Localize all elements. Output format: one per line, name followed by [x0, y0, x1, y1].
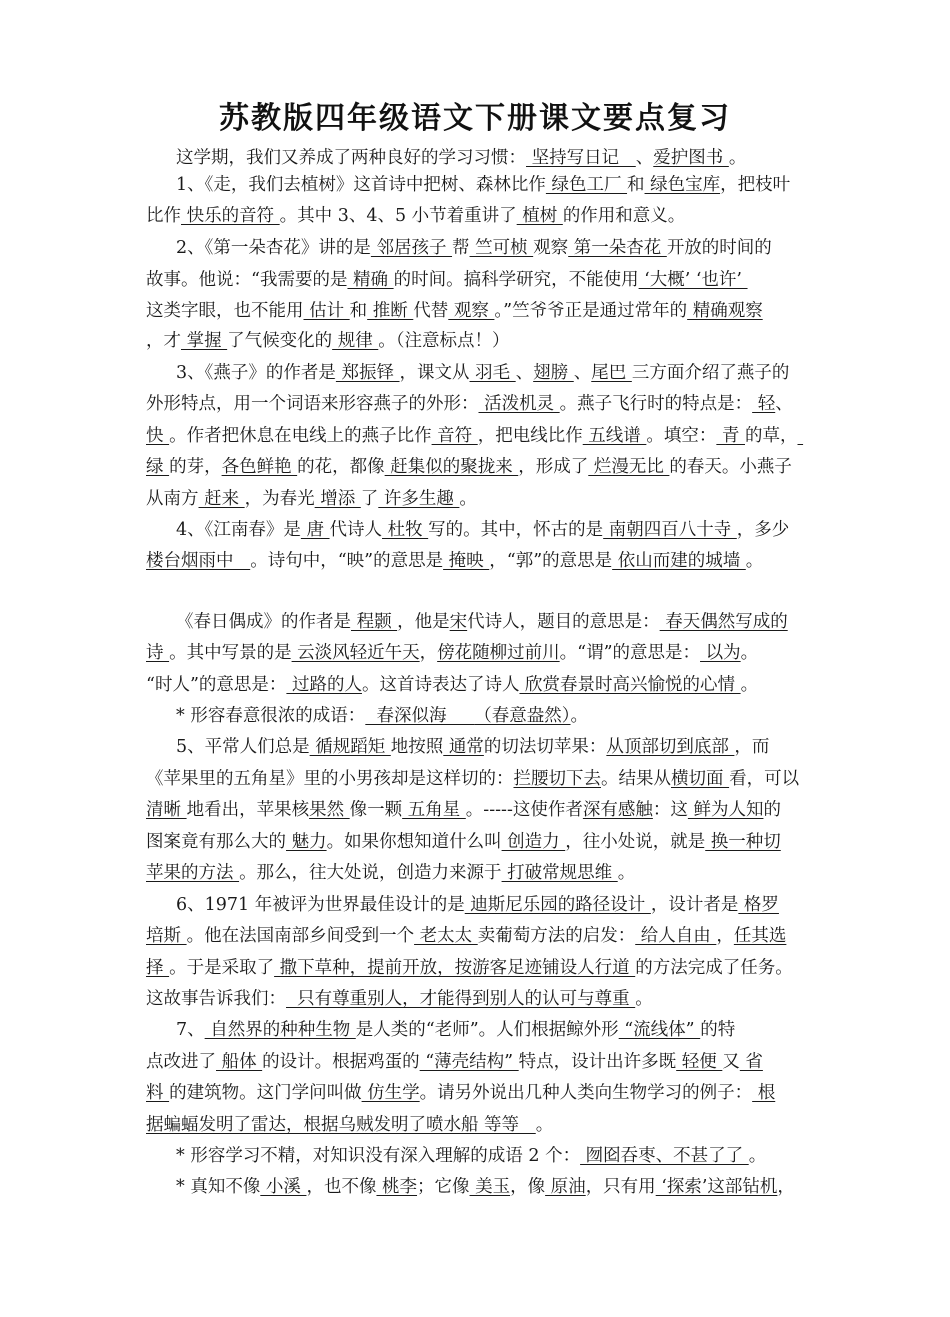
text-segment: 。填空：: [646, 426, 717, 446]
answer-blank: 据蝙蝠发明了雷达，根据乌贼发明了喷水船 等等: [146, 1115, 536, 1135]
text-segment: 。: [748, 1146, 767, 1166]
answer-blank: 轻便: [676, 1052, 723, 1072]
text-segment: 。: [740, 643, 759, 663]
text-segment: ，把电线比作: [477, 426, 583, 446]
text-line: [146, 1078, 814, 1108]
answer-blank: 尾巴: [591, 363, 632, 383]
answer-blank: 原油: [545, 1177, 586, 1197]
answer-blank: 活泼机灵: [478, 394, 560, 414]
text-segment: “时人”的意思是：: [146, 675, 287, 695]
answer-blank: 鲜为人知: [687, 800, 764, 820]
text-segment: 6、1971 年被评为世界最佳设计的是: [176, 895, 465, 915]
answer-blank: [798, 426, 804, 446]
answer-blank: 杜牧: [382, 520, 429, 540]
answer-blank: 赶集似的聚拢来: [384, 457, 519, 477]
text-line: [176, 1015, 814, 1045]
text-segment: 写的。其中，怀古的是: [428, 520, 604, 540]
answer-blank: 从顶部切到底部: [606, 737, 735, 757]
text-segment: 的花，都像: [297, 457, 385, 477]
answer-blank: 音符: [431, 426, 478, 446]
text-segment: 和: [349, 301, 368, 321]
answer-blank: 清晰: [146, 800, 187, 820]
answer-blank: 美玉: [469, 1177, 511, 1197]
text-line: [146, 452, 814, 482]
text-segment: 。（注意标点！）: [378, 331, 510, 351]
text-segment: 。结果从: [601, 769, 671, 789]
answer-blank: 迪斯尼乐园的路径设计: [464, 895, 651, 915]
answer-blank: 换一种切: [705, 832, 781, 852]
text-segment: 卖葡萄方法的启发：: [477, 926, 636, 946]
text-segment: 。“谓”的意思是：: [559, 643, 701, 663]
text-segment: 从南方: [146, 489, 199, 509]
answer-blank: 通常: [443, 737, 484, 757]
text-segment: 又: [722, 1052, 740, 1072]
text-segment: 图案竟有那么大的: [146, 832, 286, 852]
text-segment: 。: [740, 675, 759, 695]
answer-blank: 欣赏春景时高兴愉悦的心情: [519, 675, 741, 695]
answer-blank: 只有尊重别人，才能得到别人的认可与尊重: [286, 989, 636, 1009]
answer-blank: 绿色工厂: [545, 175, 628, 195]
text-segment: 。燕子飞行时的特点是：: [559, 394, 753, 414]
answer-blank: 爱护图书: [653, 148, 729, 168]
answer-blank: 仿生学: [361, 1083, 420, 1103]
answer-blank: 料: [146, 1083, 170, 1103]
text-segment: 。-----这使作者: [465, 800, 583, 820]
text-segment: ，形成了: [518, 457, 589, 477]
text-segment: ，: [777, 1177, 795, 1197]
text-segment: 地看出，苹果核: [186, 800, 310, 820]
answer-blank: 程颢: [351, 612, 398, 632]
text-segment: 像一颗: [349, 800, 403, 820]
answer-blank: 魅力: [286, 832, 327, 852]
answer-blank: 青: [716, 426, 745, 446]
answer-blank: 小溪: [260, 1177, 307, 1197]
answer-blank: ‘大概’ ‘也许’: [638, 270, 748, 290]
answer-blank: 桃李: [376, 1177, 418, 1197]
answer-blank: 创造力: [501, 832, 566, 852]
text-line: [176, 1141, 814, 1171]
text-line: [146, 326, 814, 356]
answer-blank: 精确观察: [687, 301, 763, 321]
answer-blank: 楼台烟雨中: [146, 551, 251, 571]
answer-blank: 精确: [347, 270, 394, 290]
text-segment: 。: [745, 551, 764, 571]
text-segment: 。: [635, 989, 653, 1009]
answer-blank: 郑振铎: [335, 363, 400, 383]
text-segment: 的方法完成了任务。: [635, 958, 793, 978]
text-segment: 的芽，: [169, 457, 222, 477]
page-title: 苏教版四年级语文下册课文要点复习: [219, 101, 731, 136]
text-segment: 7、: [176, 1020, 205, 1040]
answer-blank: 轻: [752, 394, 776, 414]
answer-blank: 省: [739, 1052, 763, 1072]
answer-blank: 春天偶然写成的: [659, 612, 788, 632]
text-segment: 。于是采取了: [169, 958, 275, 978]
text-segment: 的特: [700, 1020, 736, 1040]
text-line: [176, 701, 814, 731]
answer-blank: 老太太: [414, 926, 478, 946]
text-segment: 。: [570, 706, 589, 726]
text-line: [146, 670, 814, 700]
answer-blank: 增添: [314, 489, 361, 509]
text-segment: 2、《第一朵杏花》讲的是: [176, 238, 371, 258]
text-segment: 代诗人，题目的意思是：: [467, 612, 660, 632]
text-segment: ，他是: [397, 612, 450, 632]
text-segment: 3、《燕子》的作者是: [176, 363, 336, 383]
text-line: [176, 233, 814, 263]
text-segment: ，课文从: [399, 363, 470, 383]
text-segment: 特点，设计出许多既: [518, 1052, 677, 1072]
text-line: [146, 546, 814, 576]
answer-blank: ‘探索’这部钻机: [655, 1177, 778, 1197]
answer-blank: 羽毛: [469, 363, 516, 383]
answer-blank: 打破常规思维: [501, 863, 618, 883]
answer-blank: 以为: [700, 643, 741, 663]
answer-blank: 深有感触: [582, 800, 653, 820]
text-line: [146, 265, 814, 295]
text-segment: 观察: [533, 238, 569, 258]
answer-blank: 规律: [332, 331, 379, 351]
text-segment: 点改进了: [146, 1052, 216, 1072]
answer-blank: 横切面: [671, 769, 730, 789]
answer-blank: 培斯: [146, 926, 187, 946]
answer-blank: 囫囵吞枣、不甚了了: [580, 1146, 749, 1166]
text-segment: 。如果你想知道什么叫: [326, 832, 502, 852]
text-segment: 这故事告诉我们：: [146, 989, 286, 1009]
answer-blank: 赶来: [198, 489, 245, 509]
answer-blank: 给人自由: [635, 926, 717, 946]
text-segment: 这类字眼，也不能用: [146, 301, 304, 321]
text-line: [146, 764, 814, 794]
text-segment: 。诗句中，“映”的意思是: [250, 551, 444, 571]
text-segment: 了: [360, 489, 379, 509]
answer-blank: 快: [146, 426, 170, 446]
text-segment: 。”竺爷爷正是通过常年的: [494, 301, 688, 321]
text-segment: 5、平常人们总是: [176, 737, 310, 757]
text-segment: 比作: [146, 206, 181, 226]
text-segment: 。: [728, 148, 747, 168]
text-line: [176, 732, 814, 762]
text-line: [146, 827, 814, 857]
text-segment: ，把枝叶: [720, 175, 791, 195]
answer-blank: 船体: [216, 1052, 263, 1072]
text-line: [146, 638, 814, 668]
answer-blank: 格罗: [738, 895, 779, 915]
text-segment: 。其中写景的是: [169, 643, 292, 663]
answer-blank: “薄壳结构”: [419, 1052, 519, 1072]
answer-blank: 观察: [448, 301, 495, 321]
answer-blank: 过路的人: [286, 675, 362, 695]
text-segment: 的作用和意义。: [562, 206, 686, 226]
text-segment: 故事。他说：“我需要的是: [146, 270, 348, 290]
answer-blank: 绿色宝库: [644, 175, 721, 195]
answer-blank: 诗: [146, 643, 170, 663]
text-segment: 、: [515, 363, 534, 383]
text-line: [146, 953, 814, 983]
text-segment: ，像: [510, 1177, 546, 1197]
text-segment: 、: [635, 148, 654, 168]
answer-blank: 坚持写日记: [526, 148, 636, 168]
text-segment: 和: [627, 175, 645, 195]
text-line: [146, 389, 814, 419]
text-segment: ，多少: [736, 520, 790, 540]
answer-blank: 任其选: [733, 926, 787, 946]
text-segment: 这学期，我们又养成了两种良好的学习习惯：: [176, 148, 526, 168]
text-segment: 开放的时间的: [666, 238, 772, 258]
text-segment: ，往小处说，就是: [565, 832, 706, 852]
answer-blank: 植树: [516, 206, 563, 226]
answer-blank: 自然界的种种生物: [204, 1020, 356, 1040]
text-line: [176, 358, 814, 388]
text-segment: * 真知不像: [176, 1177, 261, 1197]
answer-blank: 云淡风轻近午天: [291, 643, 420, 663]
answer-blank: 掌握: [181, 331, 228, 351]
text-line: [146, 795, 814, 825]
text-segment: 。作者把休息在电线上的燕子比作: [169, 426, 432, 446]
text-segment: 。他在法国南部乡间受到一个: [186, 926, 415, 946]
text-segment: ，: [716, 926, 734, 946]
answer-blank: 各色鲜艳: [221, 457, 298, 477]
answer-blank: 烂漫无比: [588, 457, 670, 477]
answer-blank: 五线谱: [582, 426, 647, 446]
text-segment: 帮: [452, 238, 470, 258]
text-segment: * 形容春意很浓的成语：: [176, 706, 366, 726]
text-segment: 代替: [413, 301, 449, 321]
text-segment: 、: [573, 363, 592, 383]
text-line: [146, 921, 814, 951]
text-segment: 代诗人: [329, 520, 383, 540]
text-segment: ，“郭”的意思是: [489, 551, 613, 571]
answer-blank: 苹果的方法: [146, 863, 240, 883]
text-segment: ，才: [146, 331, 181, 351]
answer-blank: 唐: [300, 520, 330, 540]
text-segment: 。: [535, 1115, 554, 1135]
text-segment: 三方面介绍了燕子的: [631, 363, 790, 383]
text-segment: 《苹果里的五角星》里的小男孩却是这样切的：: [146, 769, 514, 789]
text-segment: ：这: [652, 800, 688, 820]
text-line: [176, 170, 814, 200]
text-segment: ，为春光: [244, 489, 315, 509]
answer-blank: 快乐的音符: [181, 206, 280, 226]
answer-blank: 拦腰切下去: [513, 769, 601, 789]
text-segment: ，也不像: [306, 1177, 377, 1197]
text-segment: ，而: [734, 737, 770, 757]
text-segment: 、: [775, 394, 793, 414]
answer-blank: 依山而建的城墙: [612, 551, 746, 571]
text-segment: 的春天。小燕子: [669, 457, 792, 477]
text-segment: 是人类的“老师”。人们根据鲸外形: [355, 1020, 619, 1040]
text-line: [146, 421, 814, 451]
text-segment: 。请另外说出几种人类向生物学习的例子：: [419, 1083, 753, 1103]
answer-blank: 许多生趣: [378, 489, 460, 509]
answer-blank: 竺可桢: [469, 238, 534, 258]
answer-blank: 绿: [146, 457, 170, 477]
text-line: [176, 607, 814, 637]
text-segment: 。: [459, 489, 477, 509]
text-segment: ；它像: [417, 1177, 470, 1197]
text-line: [146, 984, 814, 1014]
answer-blank: 估计: [303, 301, 350, 321]
text-segment: 了气候变化的: [227, 331, 333, 351]
answer-blank: 第一朵杏花: [568, 238, 667, 258]
text-segment: ，只有用: [585, 1177, 656, 1197]
text-line: [146, 484, 814, 514]
text-line: [176, 515, 814, 545]
answer-blank: 邻居孩子: [370, 238, 453, 258]
text-segment: 地按照: [390, 737, 444, 757]
text-segment: 的切法切苹果：: [483, 737, 607, 757]
text-segment: 的建筑物。这门学问叫做: [169, 1083, 362, 1103]
text-segment: 的设计。根据鸡蛋的: [262, 1052, 420, 1072]
text-line: [146, 1047, 814, 1077]
text-line: [146, 1110, 814, 1140]
answer-blank: 择: [146, 958, 170, 978]
answer-blank: 果然: [309, 800, 350, 820]
answer-blank: 根: [752, 1083, 776, 1103]
text-segment: 。: [617, 863, 636, 883]
answer-blank: 撒下草种，提前开放，按游客足迹铺设人行道: [274, 958, 636, 978]
text-line: [146, 296, 814, 326]
answer-blank: 宋: [449, 612, 468, 632]
answer-blank: 春深似海: [365, 706, 475, 726]
text-segment: 外形特点，用一个词语来形容燕子的外形：: [146, 394, 479, 414]
answer-blank: 翅膀: [533, 363, 574, 383]
text-segment: 4、《江南春》是: [176, 520, 301, 540]
answer-blank: （春意盎然）: [474, 706, 571, 726]
text-segment: 。那么，往大处说，创造力来源于: [239, 863, 502, 883]
answer-blank: 循规蹈矩: [309, 737, 391, 757]
answer-blank: 掩映: [443, 551, 490, 571]
text-segment: 的时间。搞科学研究，不能使用: [393, 270, 639, 290]
text-segment: 。其中 3、4、5 小节着重讲了: [279, 206, 517, 226]
text-segment: * 形容学习不精，对知识没有深入理解的成语 2 个：: [176, 1146, 581, 1166]
answer-blank: 五角星: [402, 800, 466, 820]
text-line: [146, 858, 814, 888]
text-segment: ，: [419, 643, 438, 663]
answer-blank: 推断: [367, 301, 414, 321]
text-line: [176, 143, 814, 173]
text-segment: 。这首诗表达了诗人: [361, 675, 520, 695]
text-segment: 看，可以: [729, 769, 800, 789]
answer-blank: “流线体”: [618, 1020, 701, 1040]
text-segment: 1、《走，我们去植树》这首诗中把树、森林比作: [176, 175, 546, 195]
text-segment: 的: [763, 800, 781, 820]
text-segment: ，设计者是: [650, 895, 739, 915]
text-line: [176, 890, 814, 920]
answer-blank: 傍花随柳过前川: [437, 643, 560, 663]
text-segment: 《春日偶成》的作者是: [176, 612, 351, 632]
text-segment: 的草，: [745, 426, 798, 446]
answer-blank: 南朝四百八十寺: [603, 520, 737, 540]
text-line: [146, 201, 814, 231]
text-line: [176, 1172, 814, 1202]
